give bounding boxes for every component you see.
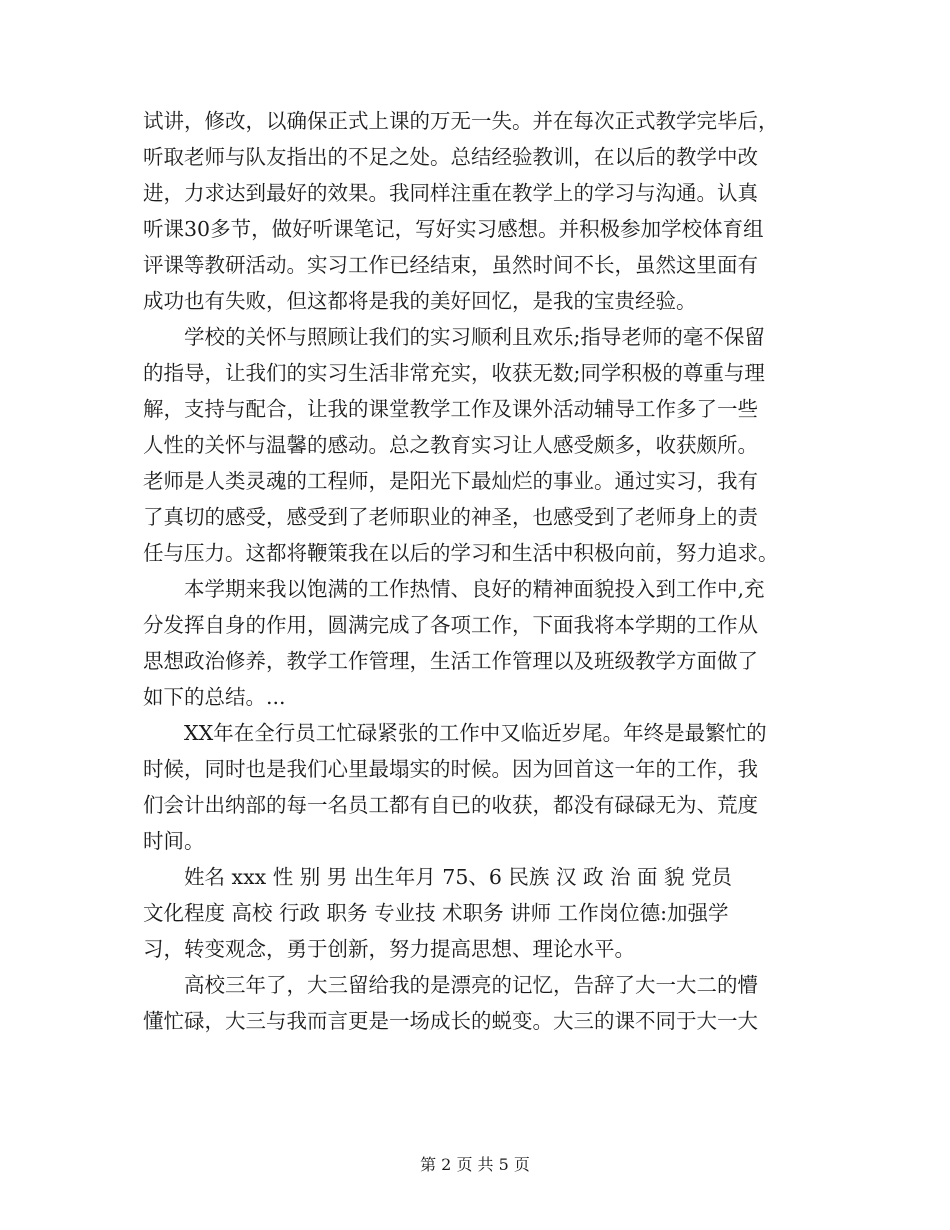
text-line: 任与压力。这都将鞭策我在以后的学习和生活中积极向前，努力追求。 (143, 541, 779, 565)
text-line: 进，力求达到最好的效果。我同样注重在教学上的学习与沟通。认真 (143, 181, 758, 205)
text-line: 习，转变观念，勇于创新，努力提高思想、理论水平。 (143, 937, 635, 961)
text-line: 本学期来我以饱满的工作热情、良好的精神面貌投入到工作中,充 (184, 577, 765, 601)
text-line: 老师是人类灵魂的工程师，是阳光下最灿烂的事业。通过实习，我有 (143, 469, 758, 493)
text-line: 学校的关怀与照顾让我们的实习顺利且欢乐;指导老师的毫不保留 (184, 325, 765, 349)
text-line: XX年在全行员工忙碌紧张的工作中又临近岁尾。年终是最繁忙的 (184, 721, 767, 745)
text-line: 试讲，修改，以确保正式上课的万无一失。并在每次正式教学完毕后， (143, 109, 779, 133)
text-line: 了真切的感受，感受到了老师职业的神圣，也感受到了老师身上的责 (143, 505, 758, 529)
text-line: 听取老师与队友指出的不足之处。总结经验教训，在以后的教学中改 (143, 145, 758, 169)
text-line: 高校三年了，大三留给我的是漂亮的记忆，告辞了大一大二的懵 (184, 973, 758, 997)
page-number-footer: 第 2 页 共 5 页 (420, 1155, 530, 1174)
text-line: 成功也有失败，但这都将是我的美好回忆，是我的宝贵经验。 (143, 289, 697, 313)
text-line: 思想政治修养，教学工作管理，生活工作管理以及班级教学方面做了 (143, 649, 758, 673)
text-line: 解，支持与配合，让我的课堂教学工作及课外活动辅导工作多了一些 (143, 397, 758, 421)
text-line: 文化程度 高校 行政 职务 专业技 术职务 讲师 工作岗位德:加强学 (143, 901, 729, 925)
text-line: 听课30多节，做好听课笔记，写好实习感想。并积极参加学校体育组 (143, 217, 764, 241)
text-line: 们会计出纳部的每一名员工都有自已的收获，都没有碌碌无为、荒度 (143, 793, 758, 817)
text-line: 时间。 (143, 829, 205, 853)
text-line: 的指导，让我们的实习生活非常充实，收获无数;同学积极的尊重与理 (143, 361, 765, 385)
text-line: 姓名 xxx 性 别 男 出生年月 75、6 民族 汉 政 治 面 貌 党员 (184, 865, 733, 889)
text-line: 懂忙碌，大三与我而言更是一场成长的蜕变。大三的课不同于大一大 (143, 1009, 758, 1033)
text-line: 评课等教研活动。实习工作已经结束，虽然时间不长，虽然这里面有 (143, 253, 758, 277)
text-line: 时候，同时也是我们心里最塌实的时候。因为回首这一年的工作，我 (143, 757, 758, 781)
text-line: 如下的总结。... (143, 685, 286, 709)
text-line: 人性的关怀与温馨的感动。总之教育实习让人感受颇多，收获颇所。 (143, 433, 758, 457)
text-line: 分发挥自身的作用，圆满完成了各项工作，下面我将本学期的工作从 (143, 613, 758, 637)
